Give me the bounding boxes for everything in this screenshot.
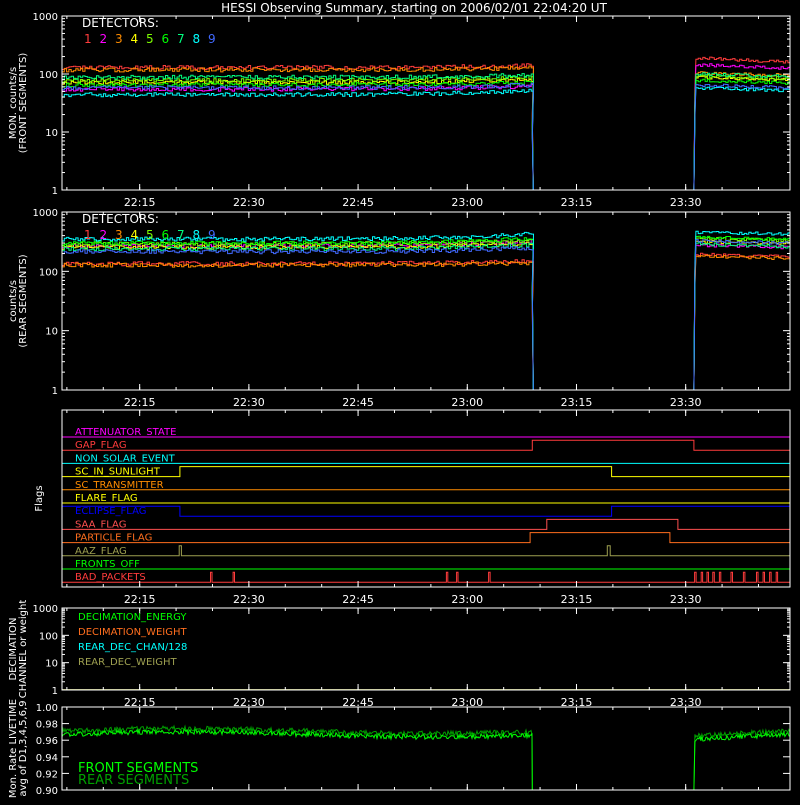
- rear-legend-detector-9: 9: [208, 228, 216, 242]
- decimation-x-tick-label: 23:15: [560, 696, 593, 709]
- livetime-y-tick-label: 0.96: [35, 736, 58, 748]
- rear-legend-detector-1: 1: [84, 228, 92, 242]
- livetime-legend-entry: REAR SEGMENTS: [78, 773, 190, 788]
- decimation-legend-entry: DECIMATION_WEIGHT: [78, 627, 187, 638]
- rear-legend-detector-3: 3: [115, 228, 123, 242]
- flag-label-bad-packets: BAD_PACKETS: [75, 572, 146, 584]
- detector-5-line: [62, 238, 790, 391]
- front-y-label: MON. counts/s: [8, 66, 19, 140]
- front-y-label: (FRONT SEGMENTS): [18, 52, 29, 154]
- flags-x-tick-label: 22:45: [342, 593, 374, 606]
- detector-9-line: [62, 240, 790, 390]
- rear-x-tick-label: 22:45: [342, 396, 374, 409]
- detector-2-line: [62, 64, 790, 190]
- detector-7-line: [62, 243, 790, 390]
- rear-x-tick-label: 23:15: [560, 396, 593, 409]
- flag-label-fronts-off: FRONTS_OFF: [75, 559, 140, 570]
- flags-x-tick-label: 23:15: [560, 593, 593, 606]
- rear-x-tick-label: 22:30: [233, 396, 265, 409]
- flag-line-aaz-flag: [62, 546, 790, 556]
- flag-line-sc-in-sunlight: [62, 467, 790, 477]
- rear-y-tick-label: 1: [51, 386, 58, 397]
- flags-x-tick-label: 22:15: [123, 593, 156, 606]
- flag-label-sc-transmitter: SC_TRANSMITTER: [75, 479, 164, 491]
- front-x-tick-label: 22:15: [123, 196, 156, 209]
- livetime-y-tick-label: 0.94: [35, 752, 58, 764]
- rear-x-tick-label: 23:00: [451, 396, 484, 409]
- rear-series-group: [62, 231, 790, 390]
- flag-label-flare-flag: FLARE_FLAG: [75, 493, 138, 504]
- decimation-y-tick-label: 100: [38, 631, 58, 643]
- flags-x-tick-label: 22:30: [233, 593, 265, 606]
- flag-line-particle-flag: [62, 533, 790, 543]
- decimation-y-tick-label: 1: [51, 686, 58, 697]
- livetime-y-tick-label: 0.98: [35, 719, 58, 731]
- livetime-y-tick-label: 0.90: [35, 786, 58, 797]
- flags-y-label: Flags: [34, 485, 45, 512]
- flag-line-bad-packets: [62, 572, 790, 582]
- front-legend-detector-1: 1: [84, 32, 92, 46]
- front-legend-detector-6: 6: [161, 32, 170, 46]
- decimation-y-label: CHANNEL or weight: [18, 599, 29, 699]
- front-legend-detector-2: 2: [99, 32, 108, 46]
- detector-6-line: [62, 236, 790, 390]
- front-y-tick-label: 1: [51, 186, 58, 197]
- flag-label-gap-flag: GAP_FLAG: [75, 440, 127, 452]
- rear-legend-detector-4: 4: [130, 228, 139, 242]
- decimation-legend-entry: REAR_DEC_WEIGHT: [78, 657, 177, 668]
- front-x-tick-label: 23:00: [451, 196, 484, 209]
- decimation-x-tick-label: 22:15: [123, 696, 156, 709]
- front-y-tick-label: 100: [38, 70, 58, 81]
- front-y-tick-label: 10: [45, 128, 58, 139]
- livetime-legend-entry: FRONT SEGMENTS: [78, 761, 199, 776]
- rear-legend-title: DETECTORS:: [82, 212, 159, 226]
- flag-label-eclipse-flag: ECLIPSE_FLAG: [75, 506, 147, 518]
- flags-x-tick-label: 23:00: [451, 593, 484, 606]
- front-legend-detector-7: 7: [177, 32, 185, 46]
- front-legend-detector-5: 5: [146, 32, 154, 46]
- livetime-y-label: avg of D1,3,4,5,6,9: [18, 700, 29, 797]
- decimation-y-tick-label: 10: [45, 658, 58, 670]
- detector-3-line: [62, 66, 790, 190]
- front-legend-title: DETECTORS:: [82, 16, 159, 30]
- detector-1-line: [62, 253, 790, 390]
- rear-y-label: (REAR SEGMENTS): [18, 254, 29, 348]
- front-x-tick-label: 23:30: [669, 196, 702, 209]
- rear-legend-detector-6: 6: [161, 228, 170, 242]
- front-legend-detector-3: 3: [115, 32, 123, 46]
- detector-2-line: [62, 240, 790, 391]
- front-x-tick-label: 22:45: [342, 196, 374, 209]
- rear-legend-detector-2: 2: [99, 228, 108, 242]
- front-y-tick-label: 1000: [32, 12, 58, 23]
- flag-line-eclipse-flag: [62, 506, 790, 516]
- decimation-x-tick-label: 22:30: [233, 696, 265, 709]
- front-legend-detector-8: 8: [192, 32, 201, 46]
- decimation-x-tick-label: 23:00: [451, 696, 484, 709]
- flag-label-non-solar-event: NON_SOLAR_EVENT: [75, 453, 175, 465]
- front-series-group: [62, 57, 790, 190]
- decimation-legend-entry: REAR_DEC_CHAN/128: [78, 642, 188, 653]
- livetime-y-tick-label: 1.00: [35, 703, 58, 714]
- detector-6-line: [62, 79, 790, 190]
- front-legend-detector-9: 9: [208, 32, 216, 46]
- decimation-y-label: DECIMATION: [8, 617, 19, 681]
- rear-y-tick-label: 1000: [32, 208, 58, 219]
- flag-label-saa-flag: SAA_FLAG: [75, 519, 127, 531]
- detector-9-line: [62, 83, 790, 190]
- decimation-y-tick-label: 1000: [32, 604, 58, 615]
- front-legend-detector-4: 4: [130, 32, 139, 46]
- flag-label-attenuator-state: ATTENUATOR_STATE: [75, 427, 177, 438]
- front-x-tick-label: 22:30: [233, 196, 265, 209]
- rear-x-tick-label: 22:15: [123, 396, 156, 409]
- flag-label-aaz-flag: AAZ_FLAG: [75, 545, 127, 557]
- flags-x-tick-label: 23:30: [669, 593, 702, 606]
- rear-y-tick-label: 100: [38, 267, 58, 279]
- front-frame: [62, 16, 790, 190]
- rear-legend-detector-8: 8: [192, 228, 201, 242]
- decimation-x-tick-label: 23:30: [669, 696, 702, 709]
- front-x-tick-label: 23:15: [560, 196, 593, 209]
- rear-y-label: counts/s: [8, 279, 19, 323]
- rear-legend-detector-5: 5: [146, 228, 154, 242]
- rear-y-tick-label: 10: [45, 326, 58, 338]
- detector-8-line: [62, 231, 790, 390]
- decimation-x-tick-label: 22:45: [342, 696, 374, 709]
- detector-3-line: [62, 255, 790, 390]
- decimation-legend-entry: DECIMATION_ENERGY: [78, 612, 187, 623]
- flag-label-sc-in-sunlight: SC_IN_SUNLIGHT: [75, 466, 160, 478]
- chart-title: HESSI Observing Summary, starting on 2006/02/01 22:04:20 UT: [221, 1, 607, 15]
- livetime-y-tick-label: 0.92: [35, 769, 58, 781]
- flag-line-saa-flag: [62, 519, 790, 529]
- flag-label-particle-flag: PARTICLE_FLAG: [75, 532, 153, 544]
- livetime-y-label: Mon. Rate LIVETIME: [8, 698, 19, 799]
- rear-legend-detector-7: 7: [177, 228, 185, 242]
- rear-x-tick-label: 23:30: [669, 396, 702, 409]
- detector-8-line: [62, 87, 790, 190]
- flag-line-gap-flag: [62, 440, 790, 450]
